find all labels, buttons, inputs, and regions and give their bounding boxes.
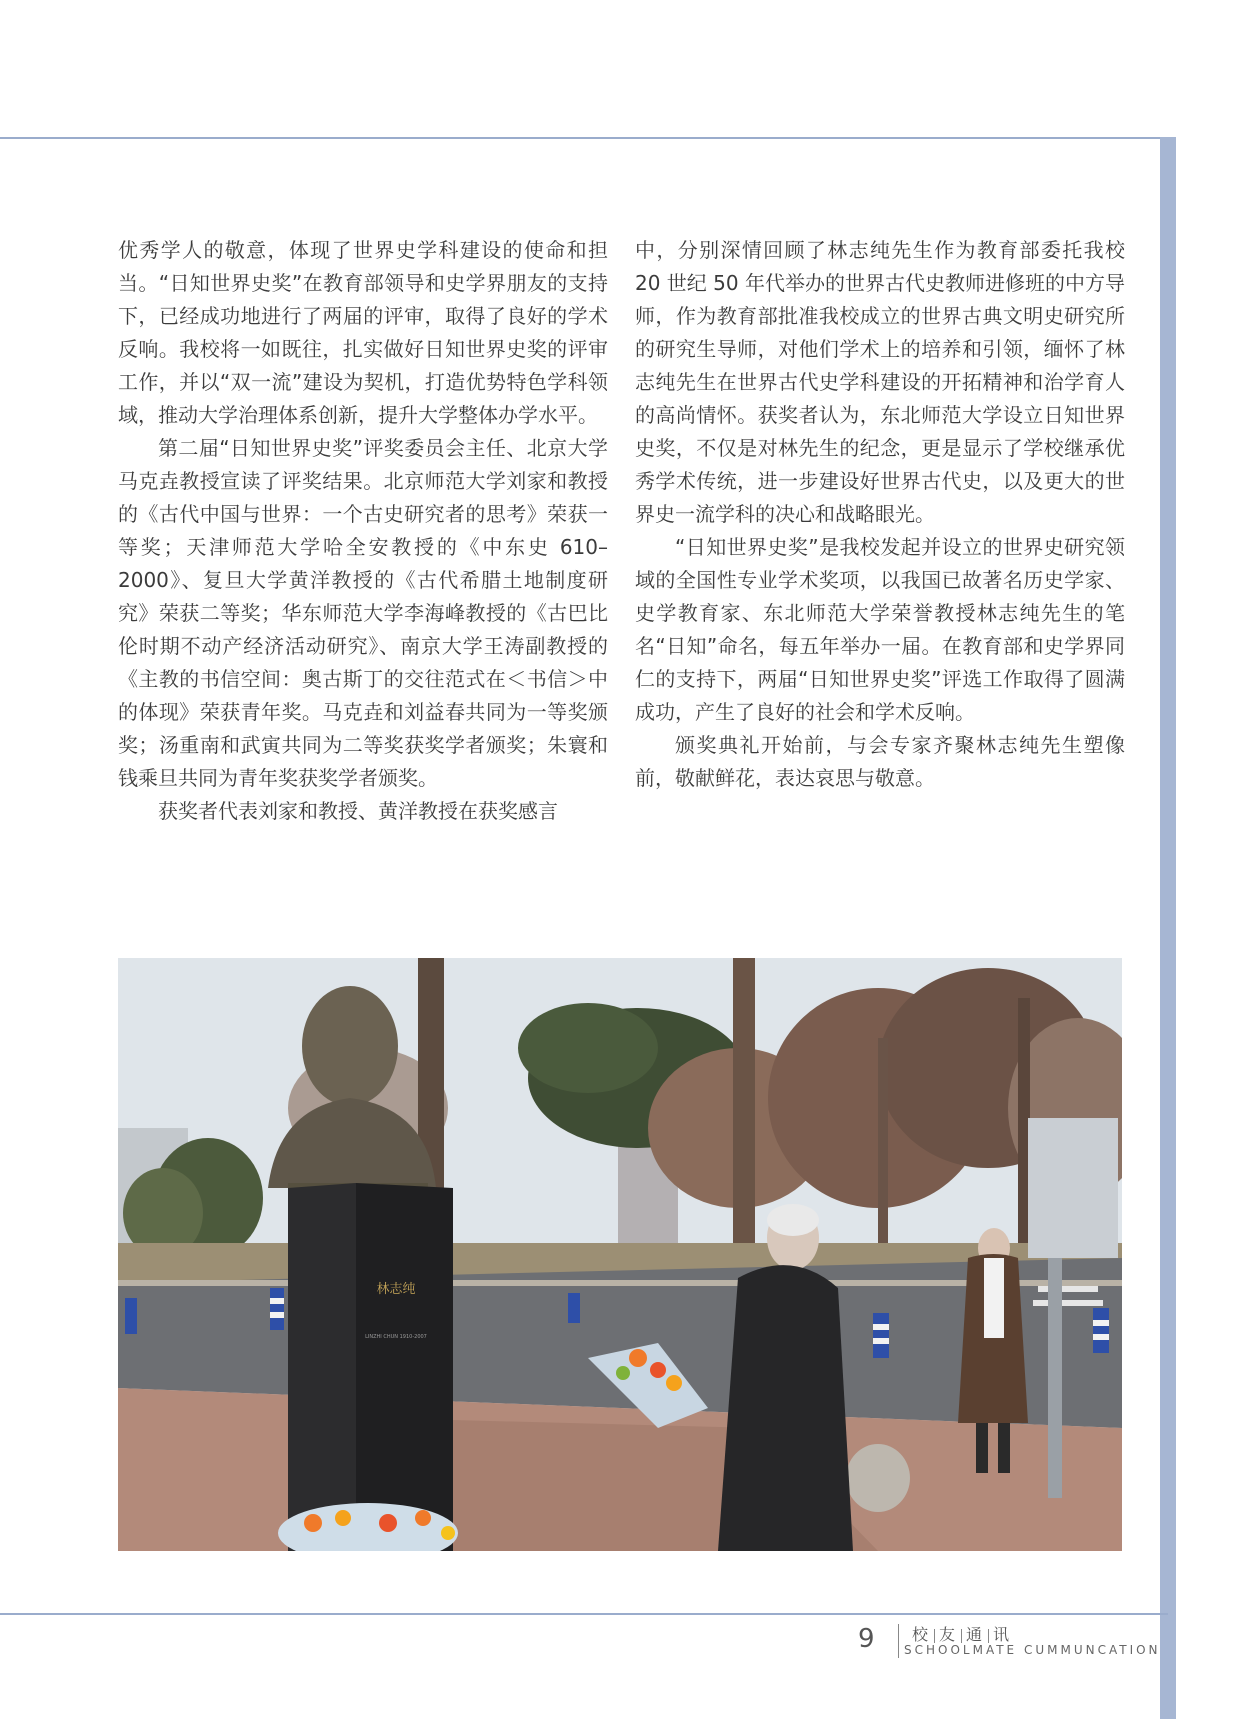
mag-char: 校 <box>912 1625 931 1644</box>
mag-char: 友 <box>939 1625 958 1644</box>
paragraph: 第二届“日知世界史奖”评奖委员会主任、北京大学马克垚教授宣读了评奖结果。北京师范大学刘家和教授的《古代中国与世界：一个古史研究者的思考》荣获一等奖；天津师范大学哈全安教授的《中东史 610–2000》、复旦大学黄洋教授的《古代希腊土地制度研究》荣获二等奖；华东师范大学李海峰教授的《古巴比伦时期不动产经济活动研究》、南京大学王涛副教授的《主教的书信空间：奥古斯丁的交往范式在＜书信＞中的体现》荣获青年奖。马克垚和刘益春共同为一等奖颁奖；汤重南和武寅共同为二等奖获奖学者颁奖；朱寰和钱乘旦共同为青年奖获奖学者颁奖。 <box>118 436 608 790</box>
mag-char: 通 <box>966 1625 985 1644</box>
magazine-title-cn <box>908 1622 1015 1645</box>
pedestal-name-en: LINZHI CHUN 1910-2007 <box>365 1334 427 1340</box>
page-edge-bar <box>1160 137 1176 1719</box>
footer-divider <box>898 1624 899 1658</box>
pedestal-name: 林志纯 <box>376 1282 416 1297</box>
article-column-right <box>635 234 1125 795</box>
paragraph: 获奖者代表刘家和教授、黄洋教授在获奖感言 <box>158 799 558 823</box>
paragraph: “日知世界史奖”是我校发起并设立的世界史研究领域的全国性专业学术奖项，以我国已故著名历史学家、史学教育家、东北师范大学荣誉教授林志纯先生的笔名“日知”命名，每五年举办一届。在教育部和史学界同仁的支持下，两届“日知世界史奖”评选工作取得了圆满成功，产生了良好的社会和学术反响。 <box>635 535 1125 724</box>
paragraph: 中，分别深情回顾了林志纯先生作为教育部委托我校 20 世纪 50 年代举办的世界古代史教师进修班的中方导师，作为教育部批准我校成立的世界古典文明史研究所的研究生导师，对他们学术上的培养和引领，缅怀了林志纯先生在世界古代史学科建设的开拓精神和治学育人的高尚情怀。获奖者认为，东北师范大学设立日知世界史奖，不仅是对林先生的纪念，更是显示了学校继承优秀学术传统，进一步建设好世界古代史，以及更大的世界史一流学科的决心和战略眼光。 <box>635 238 1125 526</box>
mag-char: 讯 <box>993 1625 1012 1644</box>
header-rule <box>0 137 1168 139</box>
magazine-title-en: SCHOOLMATE CUMMUNCATION <box>904 1643 1161 1657</box>
ceremony-photo <box>118 958 1122 1551</box>
footer-rule <box>0 1613 1168 1615</box>
page-number: 9 <box>858 1624 875 1654</box>
article-column-left <box>118 234 608 828</box>
paragraph: 颁奖典礼开始前，与会专家齐聚林志纯先生塑像前，敬献鲜花，表达哀思与敬意。 <box>635 733 1125 790</box>
paragraph: 优秀学人的敬意，体现了世界史学科建设的使命和担当。“日知世界史奖”在教育部领导和史学界朋友的支持下，已经成功地进行了两届的评审，取得了良好的学术反响。我校将一如既往，扎实做好日知世界史奖的评审工作，并以“双一流”建设为契机，打造优势特色学科领域，推动大学治理体系创新，提升大学整体办学水平。 <box>118 238 608 427</box>
